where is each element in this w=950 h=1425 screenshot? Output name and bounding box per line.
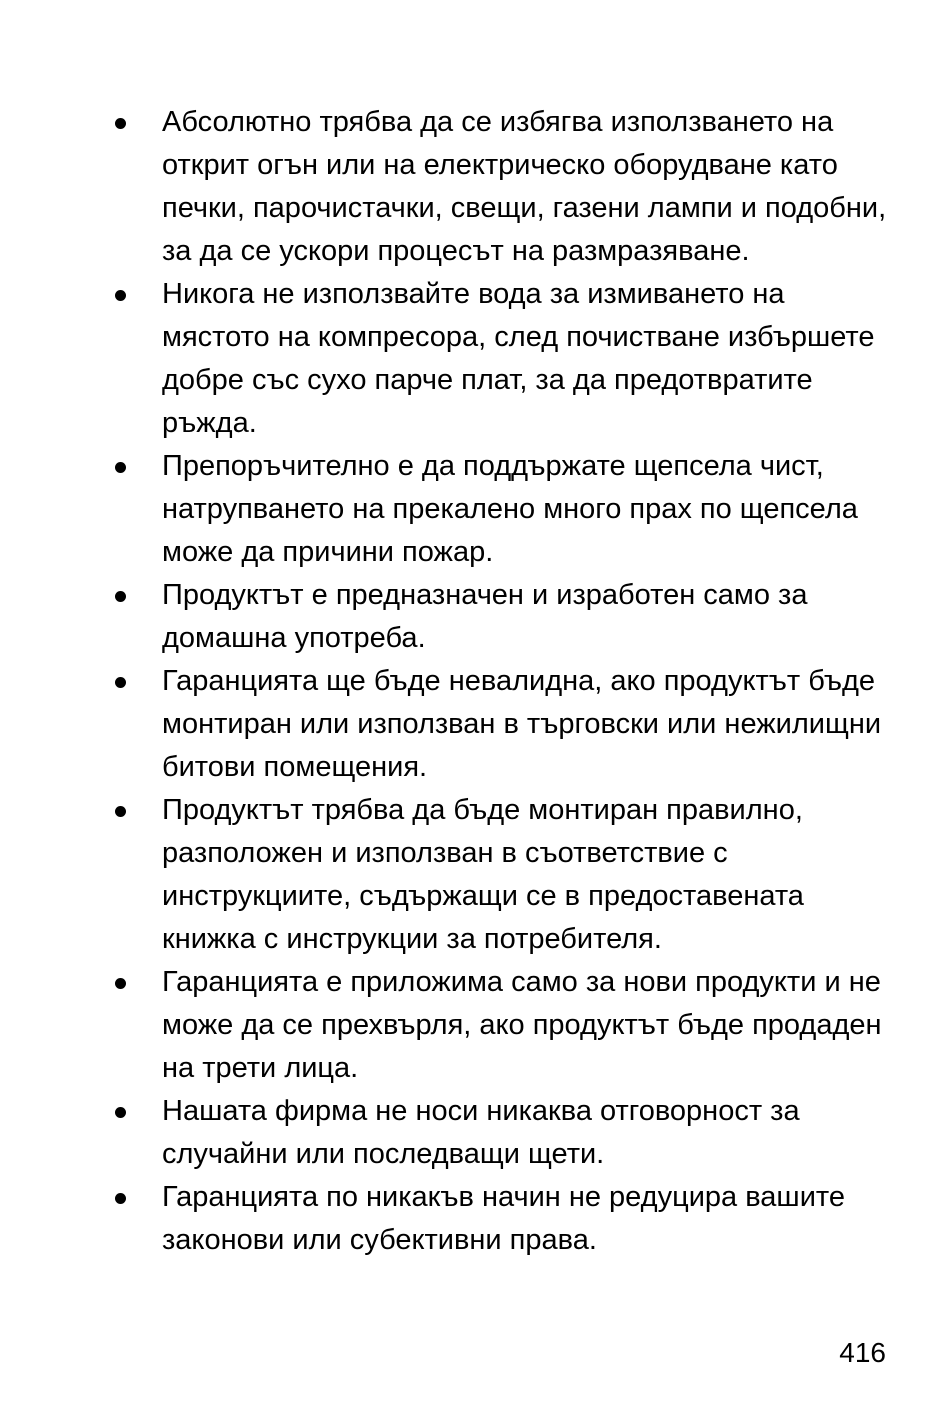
- list-item-text: Продуктът трябва да бъде монтиран правилно, разположен и използван в съответствие с инструкциите, съдържащи се в предоставената книжка с инструкции за потребителя.: [162, 794, 804, 955]
- bullet-icon: [115, 462, 126, 473]
- list-item-text: Препоръчително е да поддържате щепсела чист, натрупването на прекалено много прах по щепсела може да причини пожар.: [162, 450, 858, 568]
- list-item-text: Нашата фирма не носи никаква отговорност за случайни или последващи щети.: [162, 1095, 800, 1170]
- list-item: [0, 101, 892, 273]
- list-item: [0, 445, 892, 574]
- list-item: [0, 961, 892, 1090]
- list-item: [0, 660, 892, 789]
- bullet-icon: [115, 978, 126, 989]
- list-item: [0, 1090, 892, 1176]
- list-item-text: Гаранцията по никакъв начин не редуцира вашите законови или субективни права.: [162, 1181, 845, 1256]
- bullet-icon: [115, 118, 126, 129]
- list-item: [0, 273, 892, 445]
- list-item-text: Никога не използвайте вода за измиването на мястото на компресора, след почистване избършете добре със сухо парче плат, за да предотвратите ръжда.: [162, 278, 875, 439]
- bullet-icon: [115, 677, 126, 688]
- list-item-text: Абсолютно трябва да се избягва използването на открит огън или на електрическо оборудване като печки, парочистачки, свещи, газени лампи и подобни, за да се ускори процесът на размразяване.: [162, 106, 887, 267]
- bullet-icon: [115, 1193, 126, 1204]
- list-item: [0, 1176, 892, 1262]
- bullet-icon: [115, 290, 126, 301]
- list-item: [0, 789, 892, 961]
- page-number: 416: [839, 1337, 886, 1368]
- list-item-text: Гаранцията ще бъде невалидна, ако продуктът бъде монтиран или използван в търговски или нежилищни битови помещения.: [162, 665, 882, 783]
- bullet-icon: [115, 806, 126, 817]
- bullet-list: [0, 101, 950, 1262]
- bullet-icon: [115, 591, 126, 602]
- list-item-text: Продуктът е предназначен и изработен само за домашна употреба.: [162, 579, 808, 654]
- list-item-text: Гаранцията е приложима само за нови продукти и не може да се прехвърля, ако продуктът бъде продаден на трети лица.: [162, 966, 882, 1084]
- list-item: [0, 574, 892, 660]
- bullet-icon: [115, 1107, 126, 1118]
